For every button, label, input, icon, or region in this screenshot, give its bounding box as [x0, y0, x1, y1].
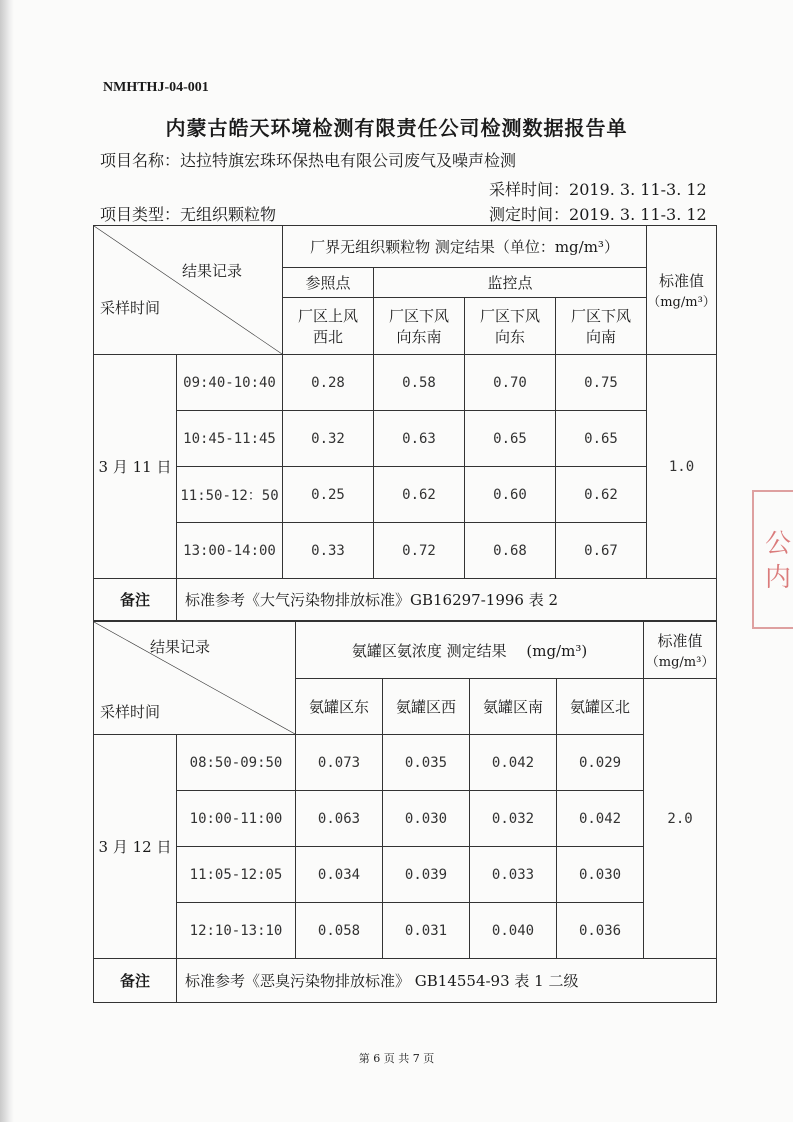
document-title: 内蒙古皓天环境检测有限责任公司检测数据报告单: [165, 116, 628, 140]
value-cell: 0.65: [556, 411, 647, 467]
time-cell: 10:45-11:45: [177, 411, 283, 467]
value-cell: 0.60: [465, 467, 556, 523]
project-type-line: [100, 202, 276, 225]
column-header: 氨罐区南: [470, 679, 557, 735]
column-header: 氨罐区东: [296, 679, 383, 735]
column-header: 氨罐区西: [383, 679, 470, 735]
value-cell: 0.75: [556, 355, 647, 411]
value-cell: 0.031: [383, 903, 470, 959]
value-cell: 0.63: [374, 411, 465, 467]
value-cell: 0.033: [470, 847, 557, 903]
value-cell: 0.039: [383, 847, 470, 903]
note-label: 备注: [94, 579, 177, 621]
table2-standard-header: [644, 622, 717, 679]
value-cell: 0.67: [556, 523, 647, 579]
project-type-label: 项目类型：: [100, 205, 181, 224]
note-row: [94, 959, 717, 1003]
column-header: 厂区上风 西北: [283, 298, 374, 355]
column-header: 厂区下风 向东南: [374, 298, 465, 355]
value-cell: 0.042: [557, 791, 644, 847]
value-cell: 0.28: [283, 355, 374, 411]
time-cell: 12:10-13:10: [177, 903, 296, 959]
value-cell: 0.70: [465, 355, 556, 411]
corner-top-label: 结果记录: [150, 638, 211, 656]
note-text: 标准参考《恶臭污染物排放标准》 GB14554-93 表 1 二级: [177, 959, 717, 1003]
table-row: [94, 847, 717, 903]
value-cell: 0.042: [470, 735, 557, 791]
corner-top-label: 结果记录: [181, 262, 242, 280]
standard-header-label: 标准值: [657, 632, 703, 650]
table-row: [94, 903, 717, 959]
time-cell: 11:50-12：50: [177, 467, 283, 523]
value-cell: 0.25: [283, 467, 374, 523]
project-name-label: 项目名称：: [100, 151, 181, 170]
value-cell: 0.65: [465, 411, 556, 467]
time-cell: 13:00-14:00: [177, 523, 283, 579]
note-row: [94, 579, 717, 621]
ammonia-results-table: [93, 621, 717, 1003]
note-text: 标准参考《大气污染物排放标准》GB16297-1996 表 2: [177, 579, 717, 621]
standard-unit: （mg/m³）: [645, 655, 715, 670]
table1-standard-header: [647, 226, 717, 355]
standard-value-cell: 2.0: [644, 679, 717, 959]
value-cell: 0.073: [296, 735, 383, 791]
value-cell: 0.62: [374, 467, 465, 523]
measure-time-label: 测定时间：: [489, 205, 570, 224]
time-cell: 10:00-11:00: [177, 791, 296, 847]
value-cell: 0.063: [296, 791, 383, 847]
value-cell: 0.62: [556, 467, 647, 523]
table-row: [94, 791, 717, 847]
reference-point-header: 参照点: [283, 268, 374, 298]
standard-unit: （mg/m³）: [647, 295, 716, 310]
measure-time-line: [489, 202, 707, 225]
value-cell: 0.33: [283, 523, 374, 579]
corner-bottom-label: 采样时间: [100, 299, 161, 317]
table1-corner-header: [94, 226, 283, 355]
table2-corner-header: [94, 622, 296, 735]
sampling-time: 2019. 3. 11-3. 12: [569, 180, 707, 199]
value-cell: 0.68: [465, 523, 556, 579]
value-cell: 0.58: [374, 355, 465, 411]
date-cell: 3 月 12 日: [94, 735, 177, 959]
sampling-time-line: [489, 177, 707, 200]
value-cell: 0.032: [470, 791, 557, 847]
project-name-line: [100, 148, 516, 171]
table-row: [94, 467, 717, 523]
value-cell: 0.030: [557, 847, 644, 903]
value-cell: 0.72: [374, 523, 465, 579]
standard-header-label: 标准值: [659, 272, 705, 290]
column-header: 氨罐区北: [557, 679, 644, 735]
value-cell: 0.029: [557, 735, 644, 791]
diagonal-line: [94, 226, 282, 354]
page-footer: 第 6 页 共 7 页: [358, 1052, 435, 1065]
project-type: 无组织颗粒物: [180, 205, 277, 224]
particulate-results-table: [93, 225, 717, 621]
value-cell: 0.058: [296, 903, 383, 959]
time-cell: 08:50-09:50: [177, 735, 296, 791]
value-cell: 0.040: [470, 903, 557, 959]
measure-time: 2019. 3. 11-3. 12: [569, 205, 707, 224]
page-edge-shadow: [0, 0, 14, 1122]
column-header: 厂区下风 向东: [465, 298, 556, 355]
red-seal-stamp: 公 内: [752, 490, 793, 629]
time-cell: 11:05-12:05: [177, 847, 296, 903]
document-code: NMHTHJ-04-001: [103, 80, 209, 95]
monitoring-point-header: 监控点: [374, 268, 647, 298]
corner-bottom-label: 采样时间: [100, 703, 161, 721]
value-cell: 0.036: [557, 903, 644, 959]
date-cell: 3 月 11 日: [94, 355, 177, 579]
project-name: 达拉特旗宏珠环保热电有限公司废气及噪声检测: [180, 151, 517, 170]
value-cell: 0.035: [383, 735, 470, 791]
table2-group-header: 氨罐区氨浓度 测定结果 (mg/m³): [296, 622, 644, 679]
table1-group-header: 厂界无组织颗粒物 测定结果（单位：mg/m³）: [283, 226, 647, 268]
standard-value-cell: 1.0: [647, 355, 717, 579]
table-row: [94, 355, 717, 411]
table-row: [94, 735, 717, 791]
note-label: 备注: [94, 959, 177, 1003]
column-header: 厂区下风 向南: [556, 298, 647, 355]
value-cell: 0.034: [296, 847, 383, 903]
value-cell: 0.030: [383, 791, 470, 847]
table-row: [94, 523, 717, 579]
table-row: [94, 411, 717, 467]
sampling-time-label: 采样时间：: [489, 180, 570, 199]
time-cell: 09:40-10:40: [177, 355, 283, 411]
value-cell: 0.32: [283, 411, 374, 467]
